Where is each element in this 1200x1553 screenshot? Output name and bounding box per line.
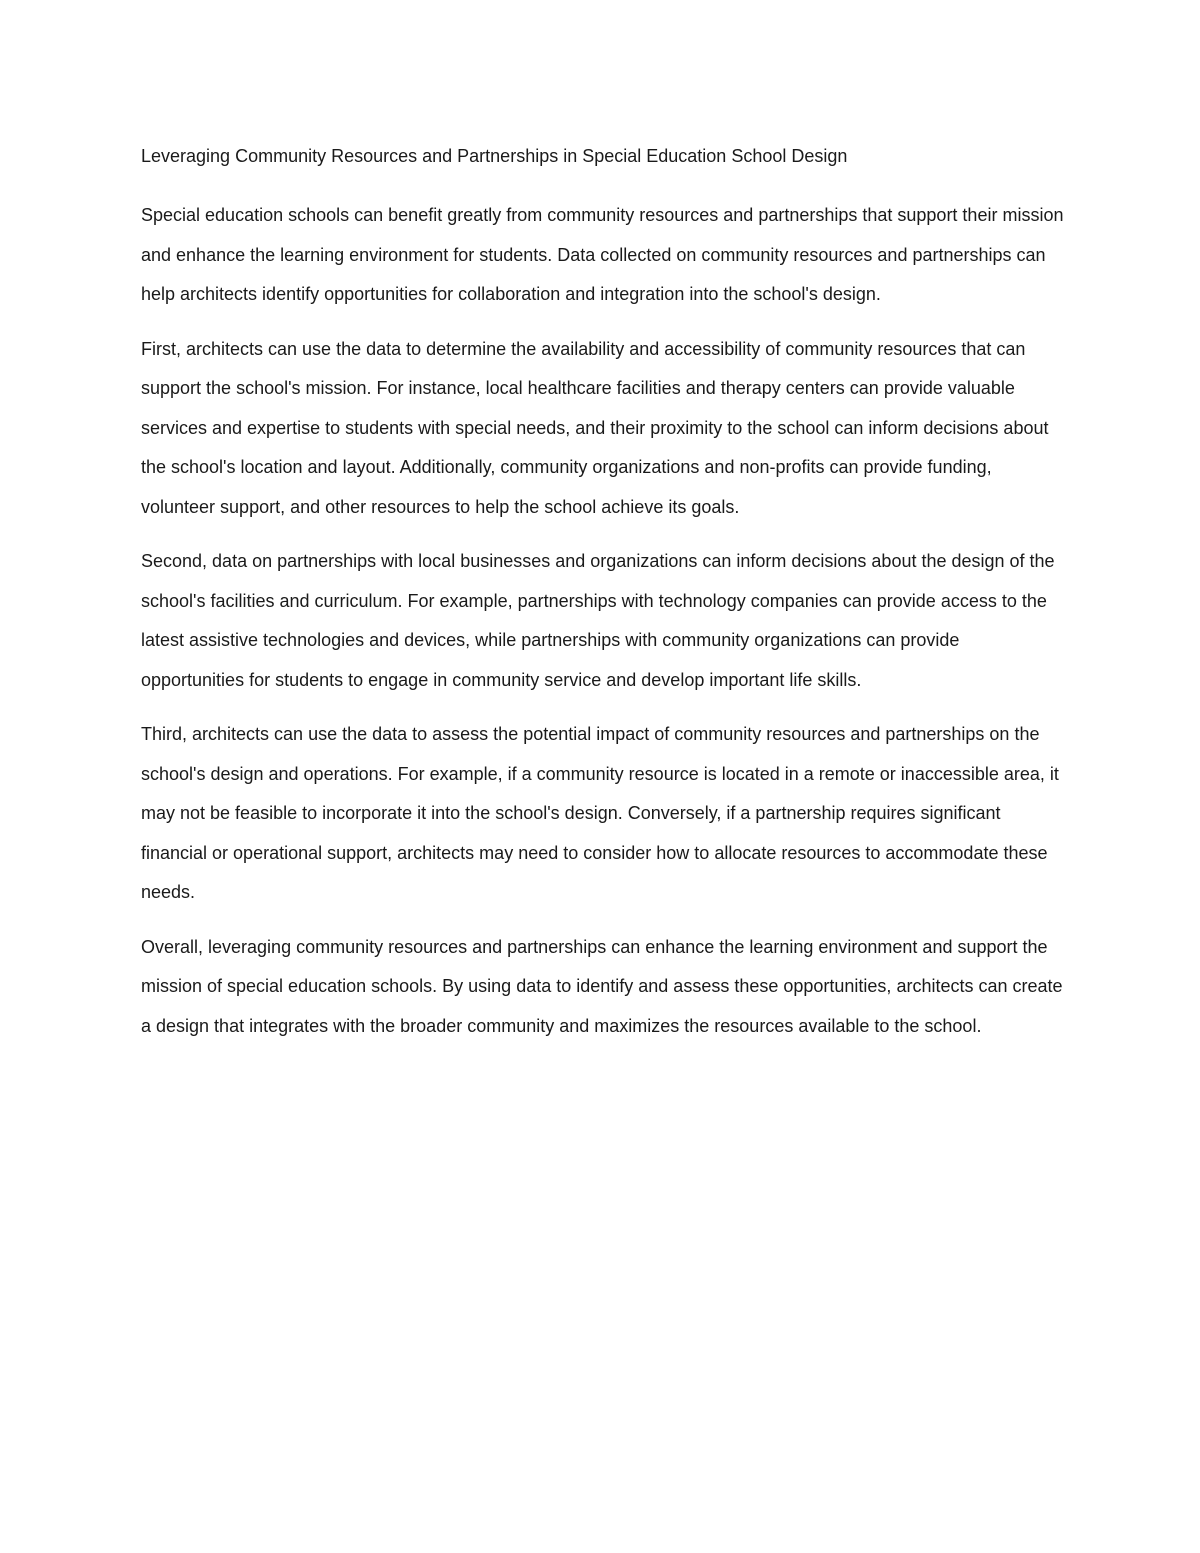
paragraph-intro: Special education schools can benefit greatly from community resources and partnerships that support their mission and enhance the learning environment for students. Data collected on community resources and partnerships can help architects identify opportunities for collaboration and integration into the school's design. [141,205,1064,304]
paragraph-overall: Overall, leveraging community resources and partnerships can enhance the learning environment and support the mission of special education schools. By using data to identify and assess these opportunities, architects can create a design that integrates with the broader community and maximizes the resources available to the school. [141,936,1063,1036]
paragraph-first: First, architects can use the data to determine the availability and accessibility of community resources that can support the school's mission. For instance, local healthcare facilities and therapy centers can provide valuable services and expertise to students with special needs, and their proximity to the school can inform decisions about the school's location and layout. Additionally, community organizations and non-profits can provide funding, volunteer support, and other resources to help the school achieve its goals. [141,338,1049,517]
paragraph-second: Second, data on partnerships with local businesses and organizations can inform decisions about the design of the school's facilities and curriculum. For example, partnerships with technology companies can provide access to the latest assistive technologies and devices, while partnerships with community organizations can provide opportunities for students to engage in community service and develop important life skills. [141,551,1055,690]
paragraph-third: Third, architects can use the data to assess the potential impact of community resources and partnerships on the school's design and operations. For example, if a community resource is located in a remote or inaccessible area, it may not be feasible to incorporate it into the school's design. Conversely, if a partnership requires significant financial or operational support, architects may need to consider how to allocate resources to accommodate these needs. [141,724,1059,902]
document-body [141,141,1066,1046]
document-title: Leveraging Community Resources and Partnerships in Special Education School Design [141,146,848,166]
